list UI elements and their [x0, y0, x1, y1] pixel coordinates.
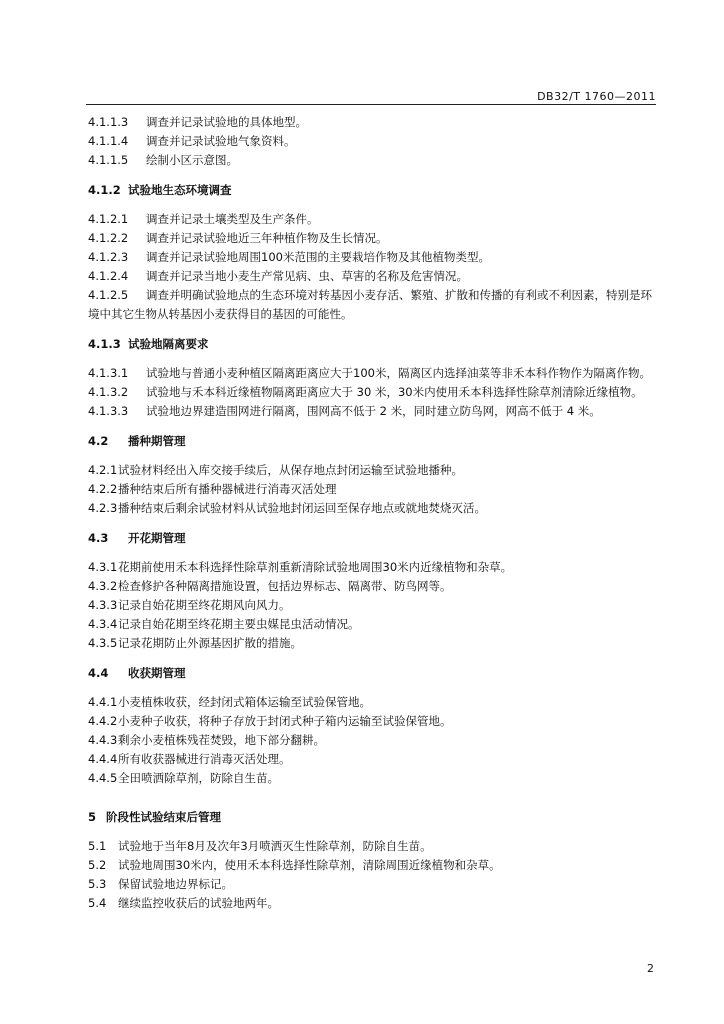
heading-number: 5 — [88, 810, 97, 824]
clause-text: 保留试验地边界标记。 — [118, 877, 233, 891]
clause-number: 4.1.2.2 — [88, 231, 129, 245]
clause — [88, 750, 658, 769]
clause-text: 调查并记录当地小麦生产常见病、虫、草害的名称及危害情况。 — [146, 269, 468, 283]
heading-text: 播种期管理 — [128, 434, 186, 448]
clause-text: 试验地周围30米内，使用禾本科选择性除草剂，清除周围近缘植物和杂草。 — [118, 858, 501, 872]
clause-number: 4.1.2.5 — [88, 288, 129, 302]
clause — [88, 596, 658, 615]
clause-text: 调查并记录试验地近三年种植作物及生长情况。 — [146, 231, 388, 245]
heading-number: 4.1.2 — [88, 183, 121, 197]
clause — [88, 402, 658, 421]
clause-number: 5.3 — [88, 877, 107, 891]
clause-number: 4.1.2.1 — [88, 212, 129, 226]
heading-text: 试验地生态环境调查 — [128, 183, 232, 197]
clause-number: 4.1.1.4 — [88, 134, 129, 148]
section-heading — [88, 529, 658, 548]
clause-text: 调查并记录试验地气象资料。 — [146, 134, 296, 148]
page-number: 2 — [647, 962, 654, 975]
clause-text: 记录自始花期至终花期主要虫媒昆虫活动情况。 — [118, 617, 360, 631]
clause — [88, 731, 658, 750]
clause — [88, 577, 658, 596]
section-heading — [88, 432, 658, 451]
clause — [88, 875, 658, 894]
heading-text: 开花期管理 — [128, 531, 186, 545]
clause-number: 4.3.5 — [88, 636, 118, 650]
heading-number: 4.3 — [88, 531, 109, 545]
clause — [88, 558, 658, 577]
clause — [88, 480, 658, 499]
section-heading — [88, 808, 658, 827]
clause-text: 调查并明确试验地点的生态环境对转基因小麦存活、繁殖、扩散和传播的有利或不利因素，特别是环境中其它生物从转基因小麦获得目的基因的可能性。 — [88, 288, 652, 321]
section-heading — [88, 664, 658, 683]
header-rule — [86, 104, 656, 105]
clause-text: 调查并记录土壤类型及生产条件。 — [146, 212, 319, 226]
clause-number: 4.3.3 — [88, 598, 118, 612]
clause-text: 小麦种子收获，将种子存放于封闭式种子箱内运输至试验保管地。 — [118, 714, 452, 728]
clause — [88, 837, 658, 856]
clause-text: 试验材料经出入库交接手续后，从保存地点封闭运输至试验地播种。 — [118, 463, 463, 477]
clause-number: 4.2.3 — [88, 501, 118, 515]
clause-text: 试验地与普通小麦种植区隔离距离应大于100米，隔离区内选择油菜等非禾本科作物作为隔离作物。 — [146, 366, 651, 380]
section-heading — [88, 335, 658, 354]
clause-number: 4.1.1.5 — [88, 153, 129, 167]
clause-text: 调查并记录试验地的具体地型。 — [146, 115, 307, 129]
clause-number: 4.4.5 — [88, 771, 118, 785]
clause-number: 4.4.2 — [88, 714, 118, 728]
section-heading — [88, 181, 658, 200]
clause — [88, 894, 658, 913]
clause-number: 5.1 — [88, 839, 107, 853]
heading-number: 4.4 — [88, 666, 109, 680]
clause-number: 4.1.2.4 — [88, 269, 129, 283]
document-body — [88, 113, 658, 913]
clause-number: 4.4.1 — [88, 695, 118, 709]
clause — [88, 383, 658, 402]
clause-text: 检查修护各种隔离措施设置，包括边界标志、隔离带、防鸟网等。 — [118, 579, 452, 593]
heading-text: 阶段性试验结束后管理 — [106, 810, 221, 824]
heading-text: 收获期管理 — [128, 666, 186, 680]
clause-number: 4.1.3.2 — [88, 385, 129, 399]
clause-number: 4.1.2.3 — [88, 250, 129, 264]
clause-number: 4.3.2 — [88, 579, 118, 593]
clause — [88, 769, 658, 788]
clause-text: 试验地与禾本科近缘植物隔离距离应大于 30 米，30米内使用禾本科选择性除草剂清除近缘植物。 — [146, 385, 643, 399]
clause — [88, 151, 658, 170]
clause — [88, 712, 658, 731]
clause-number: 4.2.2 — [88, 482, 118, 496]
clause-text: 绘制小区示意图。 — [146, 153, 238, 167]
clause-number: 4.2.1 — [88, 463, 118, 477]
clause-text: 播种结束后剩余试验材料从试验地封闭运回至保存地点或就地焚烧灭活。 — [118, 501, 486, 515]
clause-number: 5.4 — [88, 896, 107, 910]
clause-text: 花期前使用禾本科选择性除草剂重新清除试验地周围30米内近缘植物和杂草。 — [118, 560, 513, 574]
clause-number: 5.2 — [88, 858, 107, 872]
clause — [88, 132, 658, 151]
heading-text: 试验地隔离要求 — [128, 337, 209, 351]
clause-number: 4.1.3.3 — [88, 404, 129, 418]
clause — [88, 499, 658, 518]
clause-text: 试验地于当年8月及次年3月喷洒灭生性除草剂，防除自生苗。 — [118, 839, 432, 853]
clause-text: 记录自始花期至终花期风向风力。 — [118, 598, 291, 612]
heading-number: 4.1.3 — [88, 337, 121, 351]
clause — [88, 113, 658, 132]
clause-number: 4.4.4 — [88, 752, 118, 766]
clause-number: 4.3.4 — [88, 617, 118, 631]
clause — [88, 286, 658, 324]
clause-text: 剩余小麦植株残茬焚毁，地下部分翻耕。 — [118, 733, 325, 747]
clause — [88, 267, 658, 286]
clause — [88, 693, 658, 712]
clause-number: 4.3.1 — [88, 560, 118, 574]
heading-number: 4.2 — [88, 434, 109, 448]
clause-number: 4.1.1.3 — [88, 115, 129, 129]
clause — [88, 615, 658, 634]
clause-text: 记录花期防止外源基因扩散的措施。 — [118, 636, 302, 650]
clause — [88, 856, 658, 875]
clause-text: 全田喷洒除草剂，防除自生苗。 — [118, 771, 279, 785]
clause — [88, 634, 658, 653]
standard-code: DB32/T 1760—2011 — [537, 90, 656, 103]
clause-text: 调查并记录试验地周围100米范围的主要栽培作物及其他植物类型。 — [146, 250, 490, 264]
clause — [88, 364, 658, 383]
clause — [88, 229, 658, 248]
clause-number: 4.1.3.1 — [88, 366, 129, 380]
clause — [88, 248, 658, 267]
clause-text: 播种结束后所有播种器械进行消毒灭活处理 — [118, 482, 337, 496]
clause-text: 试验地边界建造围网进行隔离，围网高不低于 2 米，同时建立防鸟网，网高不低于 4 米。 — [146, 404, 601, 418]
clause-text: 小麦植株收获，经封闭式箱体运输至试验保管地。 — [118, 695, 371, 709]
clause-text: 所有收获器械进行消毒灭活处理。 — [118, 752, 291, 766]
clause-number: 4.4.3 — [88, 733, 118, 747]
clause — [88, 210, 658, 229]
clause-text: 继续监控收获后的试验地两年。 — [118, 896, 279, 910]
clause — [88, 461, 658, 480]
